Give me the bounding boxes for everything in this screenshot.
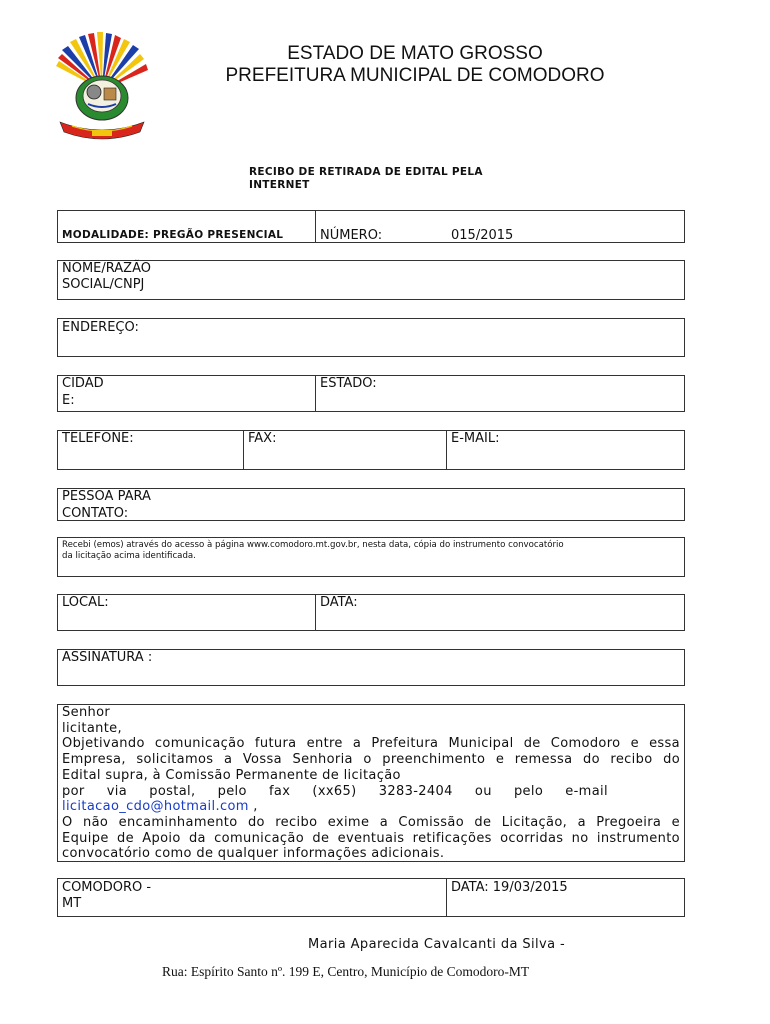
nome-field[interactable] xyxy=(57,260,685,300)
local-data-row[interactable] xyxy=(57,594,685,631)
recebi-text-line2: da licitação acima identificada. xyxy=(62,551,196,561)
notice-line: Equipe de Apoio da comunicação de eventuais retificações ocorridas no instrumento xyxy=(62,830,680,846)
cidade-label-line1: CIDAD xyxy=(62,376,104,391)
city-line1: COMODORO - xyxy=(62,880,152,895)
notice-line: Senhor xyxy=(62,705,111,720)
signatory-name: Maria Aparecida Cavalcanti da Silva - xyxy=(308,937,566,952)
numero-value: 015/2015 xyxy=(451,228,514,243)
city-line2: MT xyxy=(62,896,82,911)
numero-label: NÚMERO: xyxy=(320,228,383,243)
assinatura-label: ASSINATURA : xyxy=(62,650,153,665)
pessoa-label-line2: CONTATO: xyxy=(62,506,129,521)
notice-word: ou xyxy=(474,783,492,799)
pessoa-contato-field[interactable] xyxy=(57,488,685,521)
notice-contact-line xyxy=(62,784,608,800)
notice-word: via xyxy=(106,783,128,799)
notice-word: postal, xyxy=(149,783,196,799)
notice-word: e-mail xyxy=(565,783,608,799)
email-label: E-MAIL: xyxy=(451,431,500,446)
notice-word: por xyxy=(62,783,85,799)
notice-line: Edital supra, à Comissão Permanente de licitação xyxy=(62,767,401,783)
header-municipality: PREFEITURA MUNICIPAL DE COMODORO xyxy=(225,65,605,86)
estado-label: ESTADO: xyxy=(320,376,377,391)
email-link[interactable]: licitacao_cdo@hotmail.com xyxy=(62,799,249,815)
modalidade-label: MODALIDADE: PREGÃO PRESENCIAL xyxy=(62,229,284,241)
fax-label: FAX: xyxy=(248,431,277,446)
notice-line: O não encaminhamento do recibo exime a Comissão de Licitação, a Pregoeira e xyxy=(62,814,680,830)
header-state: ESTADO DE MATO GROSSO xyxy=(287,43,543,64)
notice-word: 3283-2404 xyxy=(378,783,453,799)
footer-address: Rua: Espírito Santo nº. 199 E, Centro, Município de Comodoro-MT xyxy=(162,964,530,979)
email-suffix: , xyxy=(248,799,258,815)
notice-line: Empresa, solicitamos a Vossa Senhoria o preenchimento e remessa do recibo do xyxy=(62,752,680,768)
data-label: DATA: xyxy=(320,595,358,610)
nome-label-line1: NOME/RAZÃO xyxy=(62,261,151,276)
footer-date: DATA: 19/03/2015 xyxy=(451,880,568,895)
notice-word: (xx65) xyxy=(312,783,357,799)
recebi-text-line1: Recebi (emos) através do acesso à página www.comodoro.mt.gov.br, nesta data, cópia do instrumento convocatório xyxy=(62,540,564,550)
nome-label-line2: SOCIAL/CNPJ xyxy=(62,277,145,292)
notice-text xyxy=(62,705,680,862)
notice-word: fax xyxy=(268,783,291,799)
pessoa-label-line1: PESSOA PARA xyxy=(62,489,151,504)
telefone-label: TELEFONE: xyxy=(62,431,134,446)
endereco-field[interactable] xyxy=(57,318,685,357)
notice-email-line xyxy=(62,799,680,815)
notice-line: licitante, xyxy=(62,720,123,736)
document-title: RECIBO DE RETIRADA DE EDITAL PELA INTERNET xyxy=(249,166,483,191)
notice-line: Objetivando comunicação futura entre a Prefeitura Municipal de Comodoro e essa xyxy=(62,736,680,752)
notice-line: convocatório como de qualquer informações adicionais. xyxy=(62,846,445,862)
notice-word: pelo xyxy=(513,783,544,799)
contato-row[interactable] xyxy=(57,430,685,470)
footer-date-row xyxy=(57,878,685,917)
coat-of-arms-logo xyxy=(52,30,152,145)
notice-word: pelo xyxy=(217,783,247,799)
local-label: LOCAL: xyxy=(62,595,109,610)
cidade-label-line2: E: xyxy=(62,393,75,408)
endereco-label: ENDEREÇO: xyxy=(62,320,139,335)
